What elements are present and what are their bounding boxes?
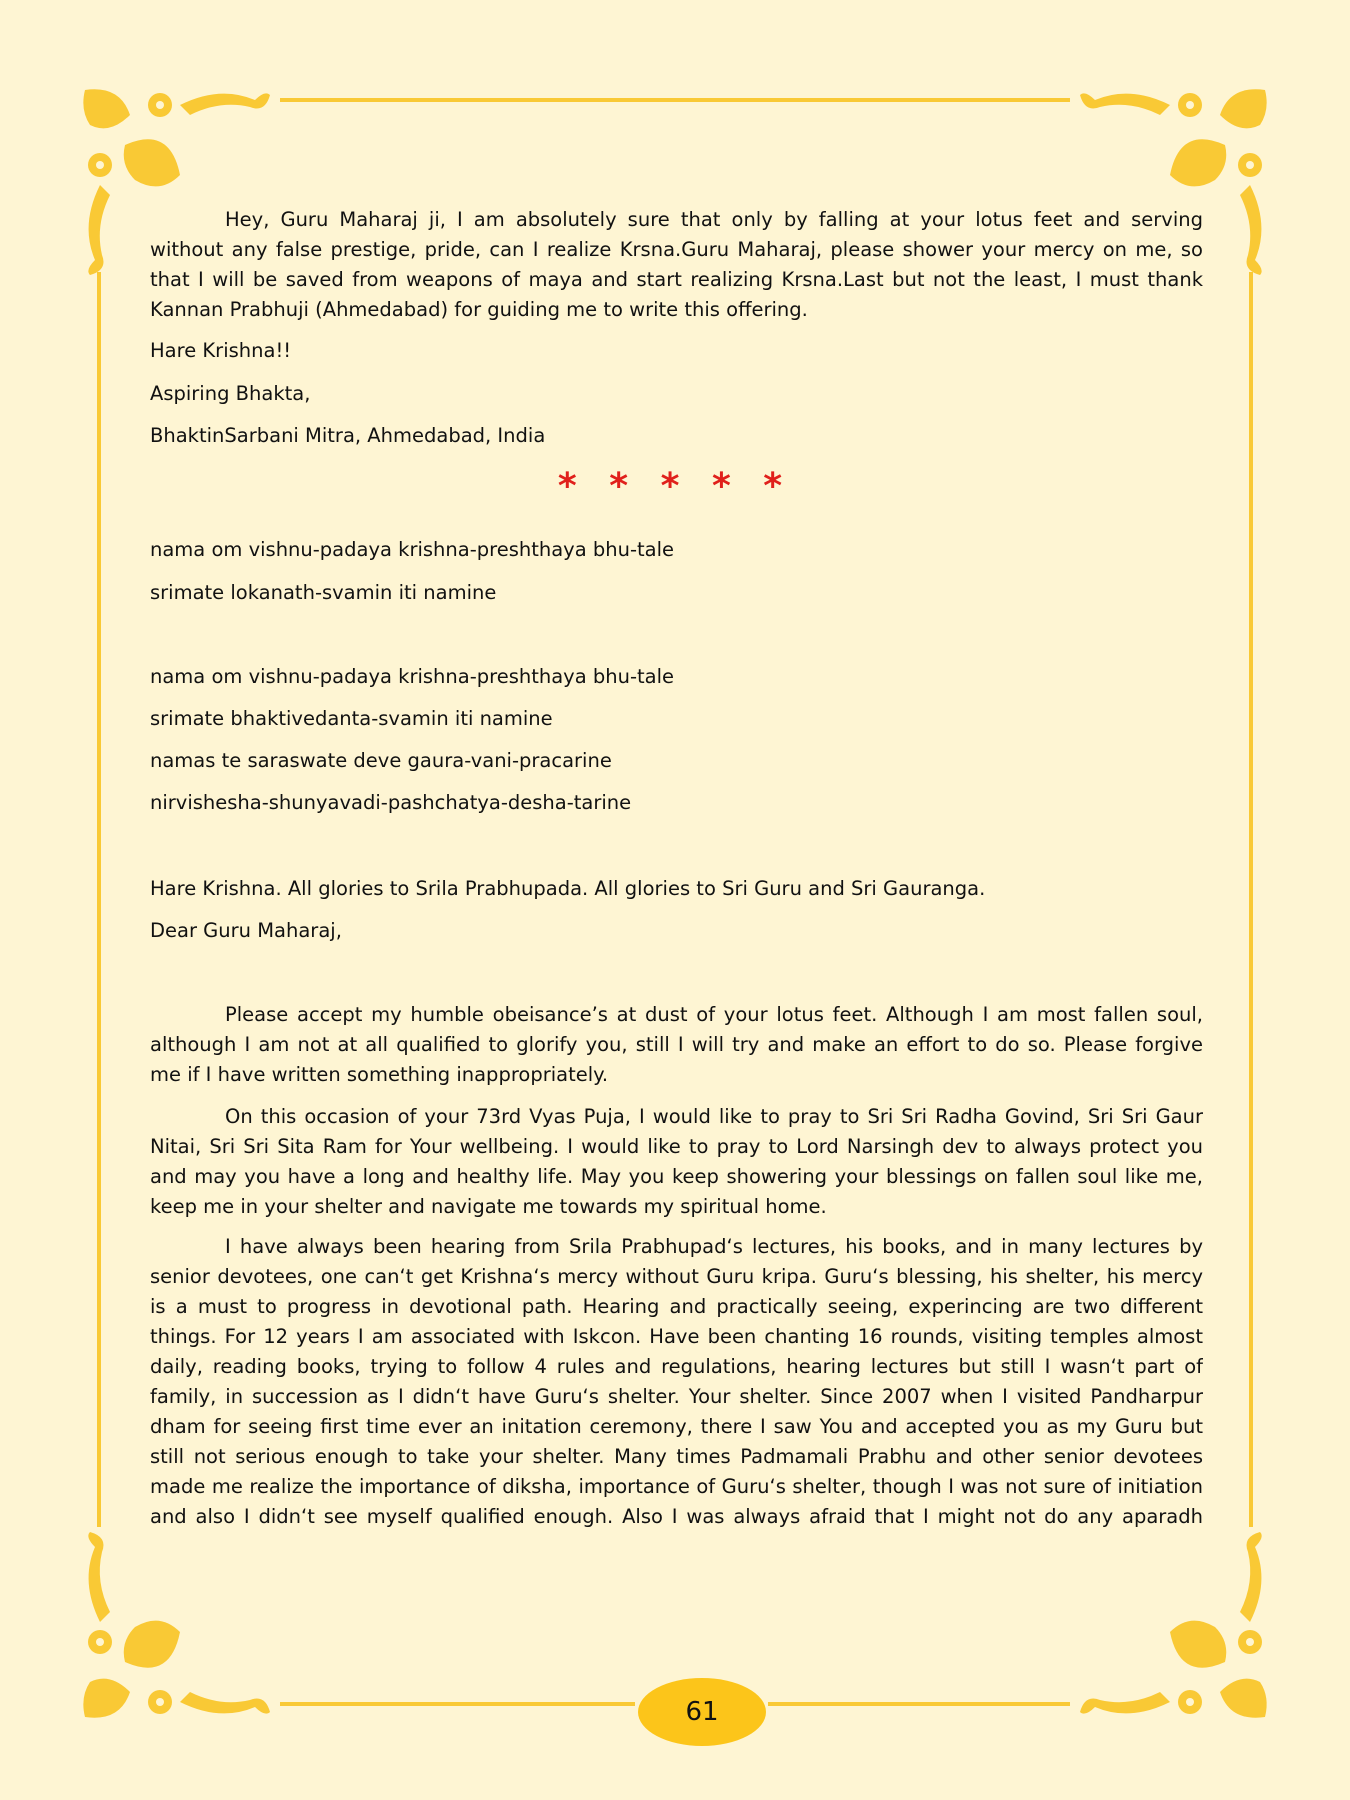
text-line: is a must to progress in devotional path. Hearing and practically seeing, experincing are two different xyxy=(150,1295,1203,1318)
text-line: I have always been hearing from Srila Prabhupad‘s lectures, his books, and in many lectures by xyxy=(225,1235,1203,1258)
border-top xyxy=(280,98,1070,102)
text-line: me if I have written something inappropriately. xyxy=(150,1063,609,1086)
page-number-badge: 61 xyxy=(638,1678,766,1746)
text-line: daily, reading books, trying to follow 4 rules and regulations, hearing lectures but still I wasn‘t part of xyxy=(150,1355,1203,1378)
text-line: things. For 12 years I am associated with Iskcon. Have been chanting 16 rounds, visiting temples almost xyxy=(150,1325,1203,1348)
text-line: Nitai, Sri Sri Sita Ram for Your wellbeing. I would like to pray to Lord Narsingh dev to always protect you xyxy=(150,1135,1203,1158)
text-line: srimate bhaktivedanta-svamin iti namine xyxy=(150,707,553,730)
text-line: Hare Krishna!! xyxy=(150,339,292,362)
corner-ornament-bottom-right xyxy=(1070,1522,1270,1722)
border-bottom-left xyxy=(280,1702,635,1706)
corner-ornament-bottom-left xyxy=(80,1522,280,1722)
text-block-greeting xyxy=(150,874,1203,904)
text-block-signature xyxy=(150,421,1203,451)
text-block-p3 xyxy=(150,1102,1203,1222)
text-line: Hare Krishna. All glories to Srila Prabhupada. All glories to Sri Guru and Sri Gauranga. xyxy=(150,877,986,900)
text-block-mantra2c xyxy=(150,746,1203,776)
text-block-salutation xyxy=(150,916,1203,946)
border-left xyxy=(97,272,101,1527)
text-line: family, in succession as I didn‘t have Guru‘s shelter. Your shelter. Since 2007 when I visited Pandharpur xyxy=(150,1385,1203,1408)
border-right xyxy=(1249,272,1253,1527)
text-line: nama om vishnu-padaya krishna-preshthaya bhu-tale xyxy=(150,538,675,561)
text-line: On this occasion of your 73rd Vyas Puja, I would like to pray to Sri Sri Radha Govind, Sri Sri Gaur xyxy=(225,1105,1203,1128)
text-block-hare1 xyxy=(150,336,1203,366)
text-line: made me realize the importance of diksha, importance of Guru‘s shelter, though I was not sure of initiation xyxy=(150,1475,1203,1498)
text-line: nama om vishnu-padaya krishna-preshthaya bhu-tale xyxy=(150,665,675,688)
text-line: and also I didn‘t see myself qualified enough. Also I was always afraid that I might not do any aparadh xyxy=(150,1505,1203,1528)
text-line: and may you have a long and healthy life. May you keep showering your blessings on fallen soul like me, xyxy=(150,1165,1203,1188)
text-block-mantra2d xyxy=(150,788,1203,818)
text-block-p4 xyxy=(150,1232,1203,1532)
text-block-mantra1b xyxy=(150,578,1203,608)
text-line: Hey, Guru Maharaj ji, I am absolutely sure that only by falling at your lotus feet and serving xyxy=(225,208,1203,231)
text-line: although I am not at all qualified to glorify you, still I will try and make an effort to do so. Please forgive xyxy=(150,1033,1203,1056)
text-line: keep me in your shelter and navigate me towards my spiritual home. xyxy=(150,1195,827,1218)
text-line: srimate lokanath-svamin iti namine xyxy=(150,581,497,604)
text-block-p2 xyxy=(150,1000,1203,1090)
text-block-mantra1a xyxy=(150,535,1203,565)
text-line: senior devotees, one can‘t get Krishna‘s mercy without Guru kripa. Guru‘s blessing, his shelter, his mercy xyxy=(150,1265,1203,1288)
text-line: without any false prestige, pride, can I realize Krsna.Guru Maharaj, please shower your mercy on me, so xyxy=(150,238,1203,261)
text-line: Dear Guru Maharaj, xyxy=(150,919,342,942)
border-bottom-right xyxy=(768,1702,1070,1706)
text-line: Aspiring Bhakta, xyxy=(150,382,311,405)
text-line: namas te saraswate deve gaura-vani-pracarine xyxy=(150,749,612,772)
text-block-aspiring xyxy=(150,379,1203,409)
text-block-mantra2b xyxy=(150,704,1203,734)
text-line: Kannan Prabhuji (Ahmedabad) for guiding me to write this offering. xyxy=(150,298,808,321)
text-block-p1 xyxy=(150,205,1203,325)
section-separator-stars: * * * * * xyxy=(557,466,793,507)
text-line: Please accept my humble obeisance’s at dust of your lotus feet. Although I am most fallen soul, xyxy=(225,1003,1203,1026)
text-line: still not serious enough to take your shelter. Many times Padmamali Prabhu and other senior devotees xyxy=(150,1445,1203,1468)
text-line: BhaktinSarbani Mitra, Ahmedabad, India xyxy=(150,424,546,447)
text-line: dham for seeing first time ever an initation ceremony, there I saw You and accepted you as my Guru but xyxy=(150,1415,1203,1438)
text-block-mantra2a xyxy=(150,662,1203,692)
text-line: that I will be saved from weapons of maya and start realizing Krsna.Last but not the least, I must thank xyxy=(150,268,1203,291)
text-line: nirvishesha-shunyavadi-pashchatya-desha-tarine xyxy=(150,791,632,814)
